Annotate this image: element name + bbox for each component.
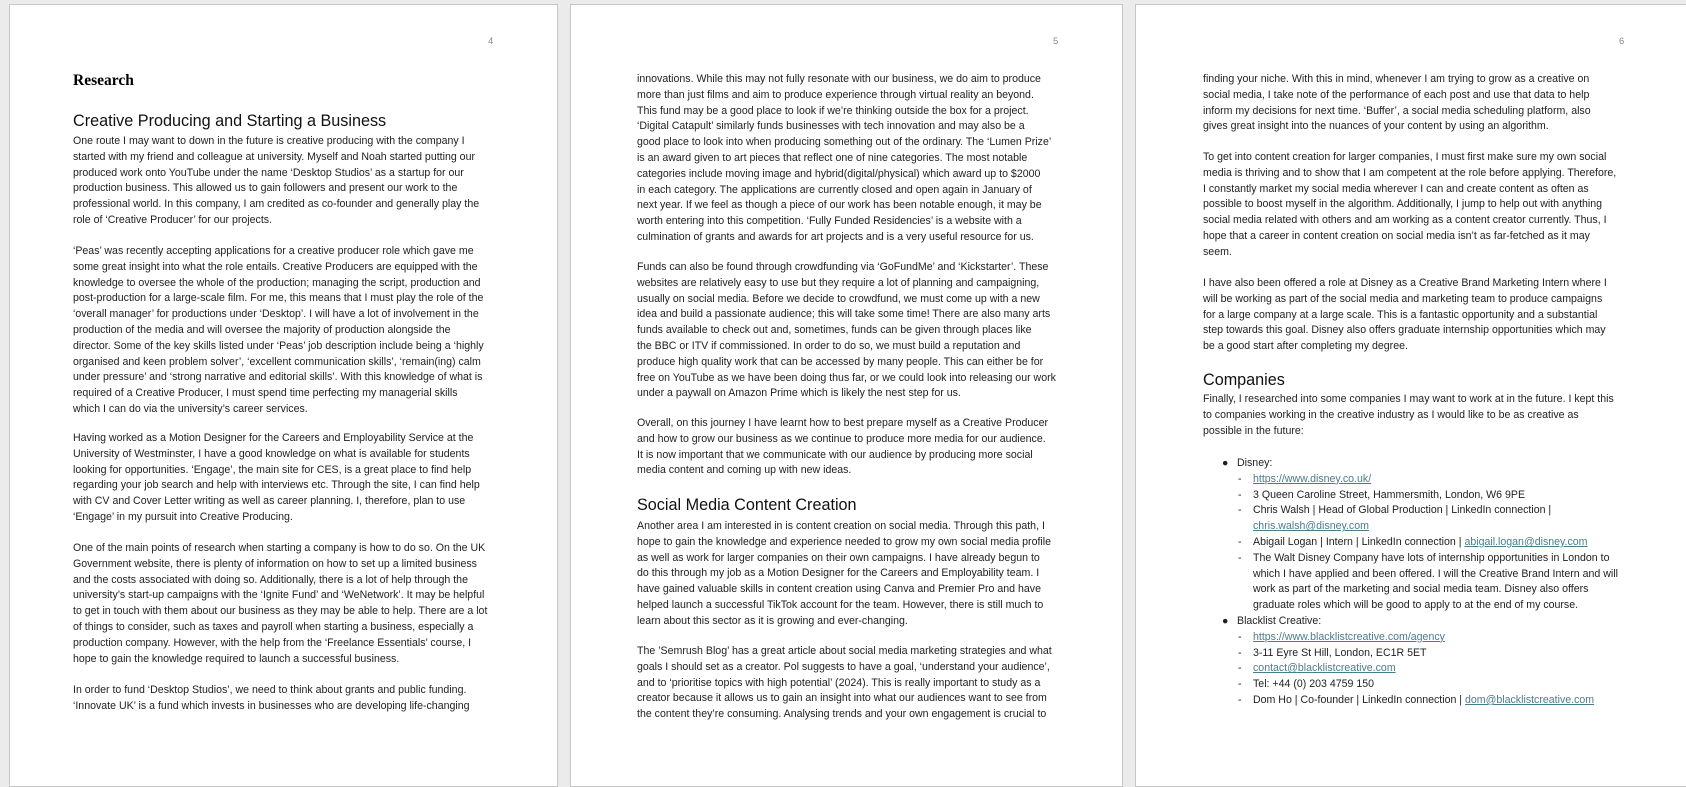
text-line: step towards this goal. Disney also offers graduate internship opportunities which may (1203, 324, 1606, 337)
text-line: Funds can also be found through crowdfunding via ‘GoFundMe’ and ‘Kickstarter’. These (637, 261, 1049, 273)
dash-icon: - (1238, 662, 1242, 675)
text-line: media is thriving and to show that I am competent at the role before applying. Therefore, (1203, 166, 1617, 179)
paragraph (73, 683, 470, 715)
heading-creative-producing: Creative Producing and Starting a Business (73, 112, 387, 130)
text-line: university’s start-up campaigns with the ‘Ignite Fund’ and ‘WeNetwork’. It may be helpful (73, 589, 485, 602)
text-line: hope to gain the knowledge and experience needed to grow my own social media profile (637, 535, 1052, 548)
text-line: helped launch a successful TikTok account for the team. However, there is still much to (637, 598, 1044, 611)
text-line: In order to fund ‘Desktop Studios’, we need to think about grants and public funding. (73, 684, 467, 696)
text-line: culmination of grants and awards for art projects and is a very useful resource for us. (637, 230, 1034, 243)
disney-note-line: which I have applied and been offered. I will the Creative Brand Intern and will (1253, 567, 1618, 580)
dash-icon: - (1238, 678, 1242, 691)
text-line: director. Some of the key skills listed under ‘Peas’ job description include being a ‘highly (73, 339, 484, 352)
text-line: Another area I am interested in is content creation on social media. Through this path, I (637, 520, 1045, 532)
dash-icon: - (1238, 630, 1242, 643)
text-line: looking for opportunities. ‘Engage’, the main site for CES, is a great place to find help (73, 463, 472, 476)
disney-note-line: work as part of the marketing and social media team. Disney also offers (1253, 583, 1589, 596)
text-line: seem. (1203, 245, 1232, 258)
dom-email-link[interactable]: dom@blacklistcreative.com (1465, 693, 1595, 706)
text-line: creator because it allows us to gain an insight into what our audiences want to see from (637, 692, 1047, 705)
text-line: free on YouTube as we have been doing thus far, or we could look into releasing our work (637, 371, 1056, 384)
text-line: which I can do via the university’s career services. (73, 402, 308, 415)
text-line: under pressure’ and ‘strong narrative and editorial skills’. With this knowledge of what is (73, 371, 483, 384)
bullet-icon: ● (1222, 457, 1229, 469)
text-line: To get into content creation for larger companies, I must first make sure my own social (1203, 151, 1607, 163)
disney-website-link[interactable]: https://www.disney.co.uk/ (1253, 472, 1372, 485)
paragraph (1203, 150, 1616, 261)
disney-contact-abigail: Abigail Logan | Intern | LinkedIn connection | (1253, 535, 1465, 548)
paragraph (1203, 276, 1607, 355)
dash-icon: - (1238, 551, 1242, 564)
paragraph (73, 541, 487, 667)
text-line: next year. If we feel as though a piece of our work has been notable enough, it may be (637, 199, 1042, 212)
blacklist-address: 3-11 Eyre St Hill, London, EC1R 5ET (1253, 646, 1427, 659)
page-number: 4 (488, 36, 494, 47)
text-line: professional world. In this company, I am credited as co-founder and generally play the (73, 198, 480, 211)
text-line: do this through my job as a Motion Designer for the Careers and Employability team. I (637, 567, 1040, 580)
heading-companies: Companies (1203, 371, 1285, 389)
text-line: ‘Peas’ was recently accepting applications for a creative producer role which gave me (73, 245, 474, 257)
text-line: gives great insight into the nuances of your content by using an algorithm. (1203, 120, 1549, 133)
paragraph (1203, 72, 1591, 135)
blacklist-email-link[interactable]: contact@blacklistcreative.com (1253, 662, 1396, 675)
text-line: good place to look into when producing something out of the ordinary. The ‘Lumen Prize’ (637, 136, 1052, 149)
disney-note-line: The Walt Disney Company have lots of internship opportunities in London to (1253, 551, 1610, 564)
text-line: ‘overall manager’ for productions under ‘Desktop’. I will have a lot of involvement in the (73, 308, 479, 321)
text-line: role of ‘Creative Producer’ for our projects. (73, 213, 273, 226)
text-line: and to ‘prioritise topics with high potential’ (2024). This is really important to study as a (637, 676, 1041, 689)
text-line: more than just films and aim to produce experience through virtual reality an beyond. (637, 88, 1034, 101)
text-line: production business. This allowed us to gain followers and present our work to the (73, 182, 458, 195)
text-line: idea and build a passionate audience; this will take some time! There are also many arts (637, 308, 1051, 321)
disney-note-line: graduate roles which will be good to apply to at the end of my course. (1253, 599, 1579, 612)
text-line: produce high quality work that can be accessed by many people. This can either be for (637, 355, 1044, 368)
dash-icon: - (1238, 472, 1242, 485)
paragraph (73, 431, 480, 526)
text-line: categories include moving image and hybrid(digital/physical) which award up to $2000 (637, 167, 1041, 180)
dash-icon: - (1238, 504, 1242, 517)
section-title: Research (73, 72, 134, 89)
text-line: worth entering into this competition. ‘Fully Funded Residencies’ is a website with a (637, 215, 1022, 228)
bullet-icon: ● (1222, 614, 1229, 627)
text-line: I constantly market my social media wherever I can and create content as often as (1203, 182, 1589, 195)
text-line: knowledge to oversee the whole of the production; managing the script, production and (73, 276, 481, 289)
text-line: be a good start after completing my degree. (1203, 340, 1408, 353)
text-line: some great insight into what the role entails. Creative Producers are equipped with the (73, 260, 478, 273)
text-line: required of a Creative Producer, I must spend time perfecting my managerial skills (73, 387, 458, 400)
text-line: hope to gain the knowledge required to launch a successful business. (73, 652, 400, 665)
dash-icon: - (1238, 693, 1242, 706)
text-line: It is now important that we communicate with our audience by producing more social (637, 448, 1033, 461)
text-line: usually on social media. Before we decide to crowdfund, we must come up with a new (637, 292, 1040, 305)
text-line: learn about this sector as it is growing and ever-changing. (637, 614, 908, 627)
text-line: to get in touch with them about our business as they may be able to help. There are a lot (73, 605, 488, 618)
text-line: websites are relatively easy to use but they require a lot of planning and campaigning, (637, 276, 1040, 289)
disney-contact-chris: Chris Walsh | Head of Global Production | LinkedIn connection | (1253, 504, 1552, 517)
paragraph (637, 416, 1048, 479)
text-line: and the costs associated with doing so. Additionally, there is a lot of help through the (73, 573, 468, 586)
text-line: as well as work for larger companies on their own campaigns. I have already begun to (637, 551, 1040, 564)
text-line: of things to consider, such as taxes and payroll when starting a business, especially a (73, 620, 474, 633)
text-line: is an award given to art pieces that reflect one of nine categories. The most notable (637, 151, 1028, 164)
text-line: in each category. The applications are currently closed and open again in January of (637, 183, 1032, 196)
document-page-5 (570, 4, 1123, 787)
text-line: One route I may want to down in the future is creative producing with the company I (73, 135, 465, 147)
disney-address: 3 Queen Caroline Street, Hammersmith, London, W6 9PE (1253, 488, 1526, 501)
document-page-4 (9, 4, 558, 787)
text-line: started with my friend and colleague at university. Myself and Noah started putting our (73, 150, 475, 163)
document-page-6 (1135, 4, 1686, 787)
paragraph (1203, 392, 1614, 439)
text-line: production of the media and will oversee the majority of production alongside the (73, 323, 451, 336)
text-line: ‘Digital Catapult’ similarly funds businesses with tech innovation and may also be a (637, 120, 1025, 133)
company-name: Disney: (1237, 457, 1273, 469)
text-line: post-production for a large-scale film. For me, this means that I must play the role of the (73, 292, 484, 305)
text-line: possible to boost myself in the algorithm. Additionally, I jump to help out with anything (1203, 198, 1603, 211)
text-line: Finally, I researched into some companies I may want to work at in the future. I kept this (1203, 393, 1614, 405)
dash-icon: - (1238, 488, 1242, 501)
chris-email-link[interactable]: chris.walsh@disney.com (1253, 520, 1369, 533)
dash-icon: - (1238, 646, 1242, 659)
blacklist-contact-dom: Dom Ho | Co-founder | LinkedIn connection | (1253, 693, 1466, 706)
text-line: for a large company at a large scale. This is a fantastic opportunity and a substantial (1203, 308, 1598, 321)
text-line: One of the main points of research when starting a company is how to do so. On the UK (73, 542, 486, 554)
paragraph (73, 134, 479, 229)
abigail-email-link[interactable]: abigail.logan@disney.com (1464, 535, 1588, 548)
text-line: This fund may be a good place to look if we’re thinking outside the box for a project. (637, 104, 1029, 117)
blacklist-website-link[interactable]: https://www.blacklistcreative.com/agency (1253, 630, 1445, 643)
blacklist-phone: Tel: +44 (0) 203 4759 150 (1253, 678, 1375, 691)
text-line: finding your niche. With this in mind, whenever I am trying to grow as a creative on (1203, 73, 1590, 85)
text-line: and how to grow our business as we continue to produce more media for our audience. (637, 432, 1046, 445)
company-name: Blacklist Creative: (1237, 614, 1322, 627)
text-line: ‘Engage’ in my pursuit into Creative Producing. (73, 510, 293, 523)
paragraph (637, 519, 1051, 630)
text-line: will be working as part of the social media and marketing team to produce campaigns (1203, 292, 1603, 305)
text-line: I have also been offered a role at Disney as a Creative Brand Marketing Intern where I (1203, 277, 1607, 289)
dash-icon: - (1238, 535, 1242, 548)
text-line: organised and keen problem solver’, ‘excellent communication skills’, ‘remain(ing) calm (73, 355, 481, 368)
paragraph (637, 260, 1056, 402)
page-number: 6 (1619, 36, 1625, 47)
text-line: with CV and Cover Letter writing as well as career planning. I, therefore, plan to use (73, 495, 466, 508)
text-line: to companies working in the creative industry as I would like to be as creative as (1203, 408, 1579, 421)
text-line: media content and coming up with new ideas. (637, 464, 852, 477)
text-line: funds available to check out and, sometimes, funds can be given through places like (637, 324, 1032, 337)
text-line: have gained valuable skills in content creation using Canva and Premier Pro and have (637, 583, 1041, 596)
text-line: produced work onto YouTube under the name ‘Desktop Studios’ as a startup for our (73, 166, 464, 179)
text-line: social media related with others and am working as a content creator currently. Thus, I (1203, 214, 1607, 227)
page-number: 5 (1053, 36, 1059, 47)
text-line: Overall, on this journey I have learnt how to best prepare myself as a Creative Producer (637, 417, 1049, 429)
text-line: the BBC or ITV if commissioned. In order to do so, we must build a reputation and (637, 339, 1021, 352)
text-line: innovations. While this may not fully resonate with our business, we do aim to produce (637, 73, 1041, 85)
text-line: University of Westminster, I have a good knowledge on what is available for students (73, 447, 470, 460)
text-line: regarding your job search and help with interviews etc. Through the site, I can find help (73, 479, 480, 492)
paragraph (637, 72, 1051, 246)
text-line: under a paywall on Amazon Prime which is likely the nest step for us. (637, 387, 961, 400)
paragraph (73, 244, 484, 418)
heading-social-media: Social Media Content Creation (637, 496, 857, 514)
text-line: Having worked as a Motion Designer for the Careers and Employability Service at the (73, 432, 474, 444)
text-line: goals I should set as a creator. Pol suggests to have a goal, ‘understand your audience’, (637, 660, 1050, 673)
text-line: hope that a career in content creation on social media isn’t as far-fetched as it may (1203, 229, 1590, 242)
text-line: production company. However, with the help from the ‘Freelance Essentials’ course, I (73, 636, 472, 649)
paragraph (637, 644, 1052, 723)
text-line: Government website, there is plenty of information on how to set up a limited business (73, 557, 477, 570)
text-line: The ’Semrush Blog’ has a great article about social media marketing strategies and what (637, 645, 1052, 657)
text-line: the content they’re consuming. Analysing trends and your own engagement is crucial to (637, 708, 1047, 721)
text-line: ‘Innovate UK’ is a fund which invests in businesses who are developing life-changing (73, 699, 470, 712)
text-line: social media, I take note of the performance of each post and use that data to help (1203, 88, 1590, 101)
text-line: possible in the future: (1203, 424, 1304, 437)
text-line: inform my decisions for next time. ‘Buffer’, a social media scheduling platform, also (1203, 104, 1591, 117)
